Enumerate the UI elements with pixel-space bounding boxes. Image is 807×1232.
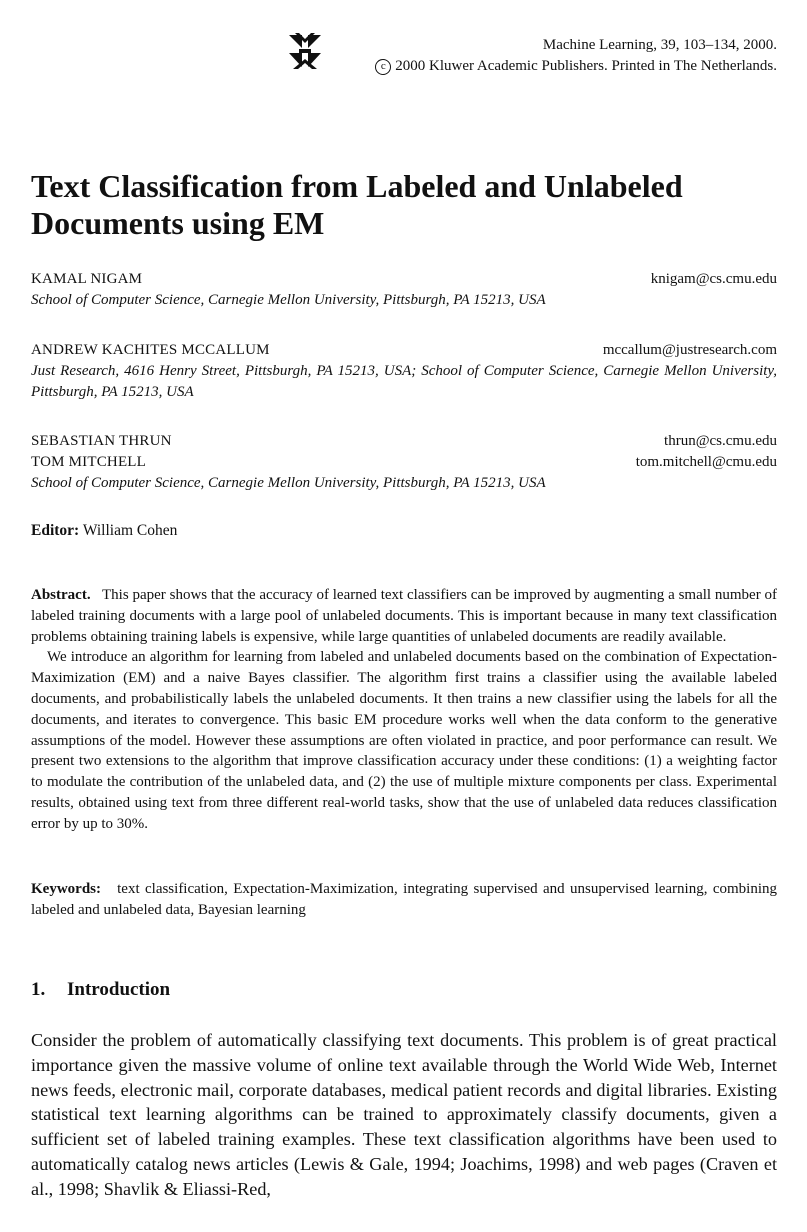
title-line-2: Documents using EM [31,205,325,241]
paper-title [31,168,683,242]
author-affiliation: Just Research, 4616 Henry Street, Pittsburgh, PA 15213, USA; School of Computer Science, Carnegie Mellon University, Pittsburgh, PA 15213, USA [31,363,777,400]
journal-header [287,31,777,76]
copyright-icon: c [375,59,391,75]
author-block-mccallum [31,340,777,403]
title-line-1: Text Classification from Labeled and Unlabeled [31,168,683,204]
section-number: 1. [31,979,46,1000]
author-name: SEBASTIAN THRUN [31,433,172,449]
kluwer-logo-icon [287,31,323,71]
author-affiliation: School of Computer Science, Carnegie Mellon University, Pittsburgh, PA 15213, USA [31,292,546,308]
introduction-paragraph: Consider the problem of automatically classifying text documents. This problem is of great practical importance given the massive volume of online text available through the World Wide Web, Internet news feeds, electronic mail, corporate databases, medical patient records and digital libraries. Existing statistical text learning algorithms can be trained to approximately classify documents, given a sufficient set of labeled training examples. These text classification algorithms have been used to automatically catalog news articles (Lewis & Gale, 1994; Joachims, 1998) and web pages (Craven et al., 1998; Shavlik & Eliassi-Red, [31,1030,777,1199]
keywords [31,879,777,921]
copyright-text: 2000 Kluwer Academic Publishers. Printed in The Netherlands. [395,58,777,74]
abstract-paragraph-2: We introduce an algorithm for learning from labeled and unlabeled documents based on the combination of Expectation-Maximization (EM) and a naive Bayes classifier. The algorithm first trains a classifier using the available labeled documents, and probabilistically labels the unlabeled documents. It then trains a new classifier using the labels for all the documents, and iterates to convergence. This basic EM procedure works well when the data conform to the generative assumptions of the model. However these assumptions are often violated in practice, and poor performance can result. We present two extensions to the algorithm that improve classification accuracy under these conditions: (1) a weighting factor to modulate the contribution of the unlabeled data, and (2) the use of multiple mixture components per class. Experimental results, obtained using text from three different real-world tasks, show that the use of unlabeled data reduces classification error by up to 30%. [31,649,777,832]
keywords-text: text classification, Expectation-Maximization, integrating supervised and unsupervised learning, combining labeled and unlabeled data, Bayesian learning [31,881,778,918]
author-email: thrun@cs.cmu.edu [664,433,777,449]
author-name: TOM MITCHELL [31,454,147,470]
author-name: KAMAL NIGAM [31,271,143,287]
author-email: mccallum@justresearch.com [602,342,777,358]
author-name: ANDREW KACHITES MCCALLUM [31,342,270,358]
editor-label: Editor: [31,522,80,539]
keywords-label: Keywords: [31,881,101,897]
author-email: knigam@cs.cmu.edu [650,271,777,287]
editor-line [31,522,177,540]
author-affiliation: School of Computer Science, Carnegie Mellon University, Pittsburgh, PA 15213, USA [31,475,546,491]
section-title: Introduction [67,979,171,1000]
journal-citation: Machine Learning, 39, 103–134, 2000. [542,37,777,53]
copyright-line [375,56,777,77]
author-email: tom.mitchell@cmu.edu [635,454,777,470]
abstract-paragraph-1: This paper shows that the accuracy of learned text classifiers can be improved by augmenting a small number of labeled training documents with a large pool of unlabeled documents. This is important because in many text classification problems obtaining training labels is expensive, while large quantities of unlabeled documents are readily available. [31,587,777,645]
abstract [31,585,777,835]
section-heading [31,979,170,1001]
editor-name: William Cohen [82,522,178,539]
abstract-label: Abstract. [31,587,91,603]
author-block-thrun-mitchell [31,431,777,494]
author-block-nigam [31,269,777,311]
